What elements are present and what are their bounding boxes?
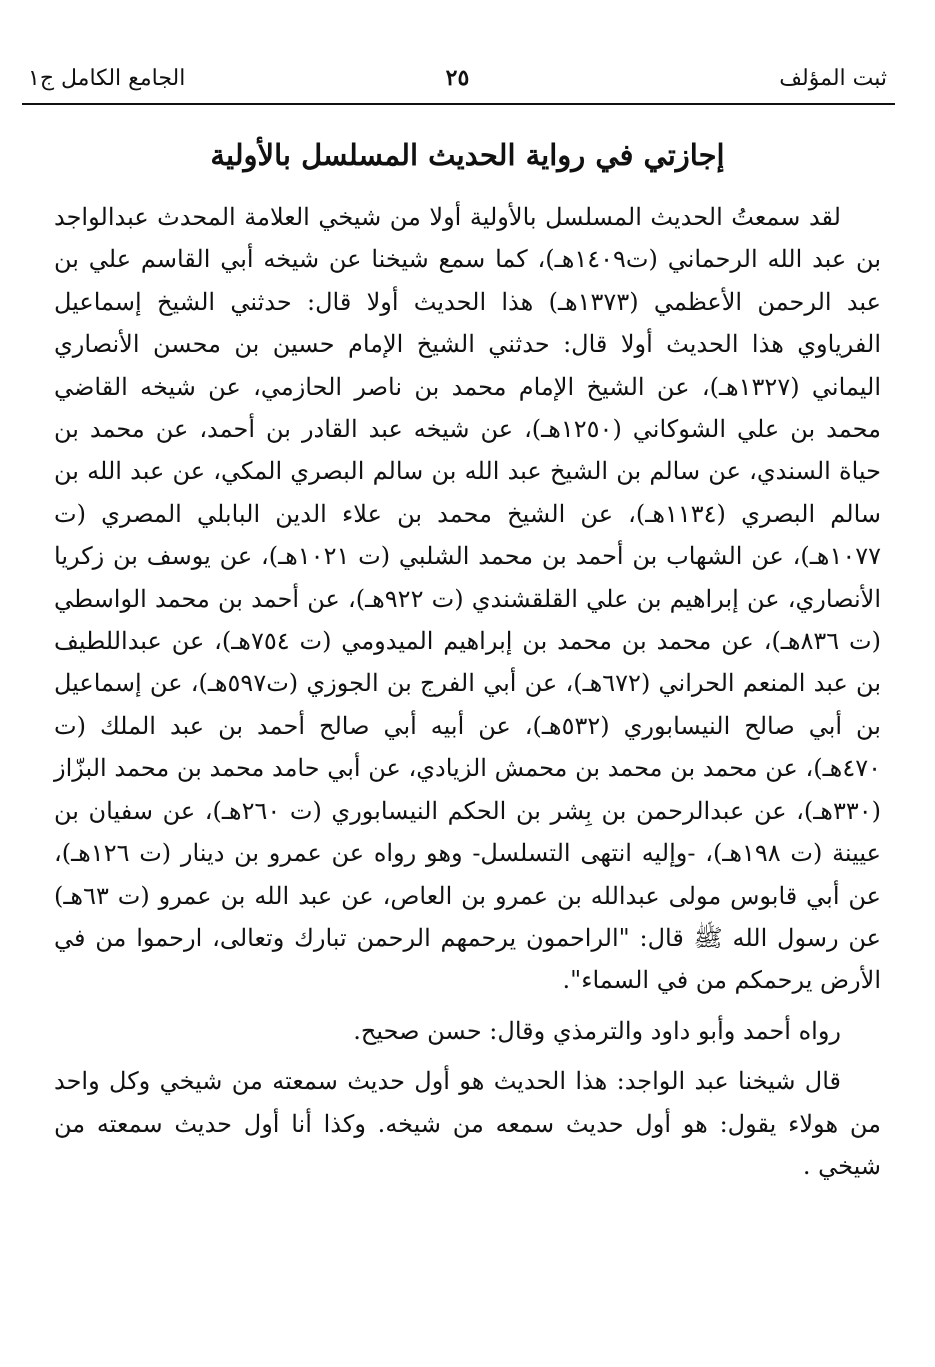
paragraph-takhrij: رواه أحمد وأبو داود والترمذي وقال: حسن صحيح. [353,1016,841,1045]
section-title: إجازتي في رواية الحديث المسلسل بالأولية [210,138,725,172]
body-text [54,196,881,1187]
header-book-section: ثبت المؤلف [779,65,887,91]
paragraph-shaykh-remark: قال شيخنا عبد الواجد: هذا الحديث هو أول حديث سمعته من شيخي وكل واحد من هولاء يقول: هو أول حديث سمعه من شيخه. وكذا أنا أول حديث سمعته من شيخي . [54,1067,881,1180]
running-header [28,58,887,98]
paragraph-isnad: لقد سمعتُ الحديث المسلسل بالأولية أولا من شيخي العلامة المحدث عبدالواجد بن عبد الله الرحماني (ت١٤٠٩هـ)، كما سمع شيخنا عن شيخه أبي القاسم علي بن عبد الرحمن الأعظمي (١٣٧٣هـ) هذا الحديث أولا قال: حدثني الشيخ إسماعيل الفرياوي هذا الحديث أولا قال: حدثني الشيخ الإمام حسين بن محسن الأنصاري اليماني (١٣٢٧هـ)، عن الشيخ الإمام محمد بن ناصر الحازمي، عن شيخه القاضي محمد بن علي الشوكاني (١٢٥٠هـ)، عن شيخه عبد القادر بن أحمد، عن محمد بن حياة السندي، عن سالم بن الشيخ عبد الله بن سالم البصري المكي، عن عبد الله بن سالم البصري (١١٣٤هـ)، عن الشيخ محمد بن علاء الدين البابلي المصري (ت ١٠٧٧هـ)، عن الشهاب بن أحمد بن محمد الشلبي (ت ١٠٢١هـ)، عن يوسف بن زكريا الأنصاري، عن إبراهيم بن علي القلقشندي (ت ٩٢٢هـ)، عن أحمد بن محمد الواسطي (ت ٨٣٦هـ)، عن محمد بن محمد بن إبراهيم الميدومي (ت ٧٥٤هـ)، عن عبداللطيف بن عبد المنعم الحراني (٦٧٢هـ)، عن أبي الفرج بن الجوزي (ت٥٩٧هـ)، عن إسماعيل بن أبي صالح النيسابوري (٥٣٢هـ)، عن أبيه أبي صالح أحمد بن عبد الملك (ت ٤٧٠هـ)، عن محمد بن محمد بن محمش الزيادي، عن أبي حامد محمد بن محمد البزّاز (٣٣٠هـ)، عن عبدالرحمن بن بِشر بن الحكم النيسابوري (ت ٢٦٠هـ)، عن سفيان بن عيينة (ت ١٩٨هـ)، -وإليه انتهى التسلسل- وهو رواه عن عمرو بن دينار (ت ١٢٦هـ)، عن أبي قابوس مولى عبدالله بن عمرو بن العاص، عن عبد الله بن عمرو (ت ٦٣هـ) عن رسول الله ﷺ قال: "الراحمون يرحمهم الرحمن تبارك وتعالى، ارحموا من في الأرض يرحمكم من في السماء". [54,203,881,995]
header-book-title: الجامع الكامل ج١ [28,65,186,91]
page-number: ٢٥ [445,65,470,91]
header-divider [22,103,895,105]
